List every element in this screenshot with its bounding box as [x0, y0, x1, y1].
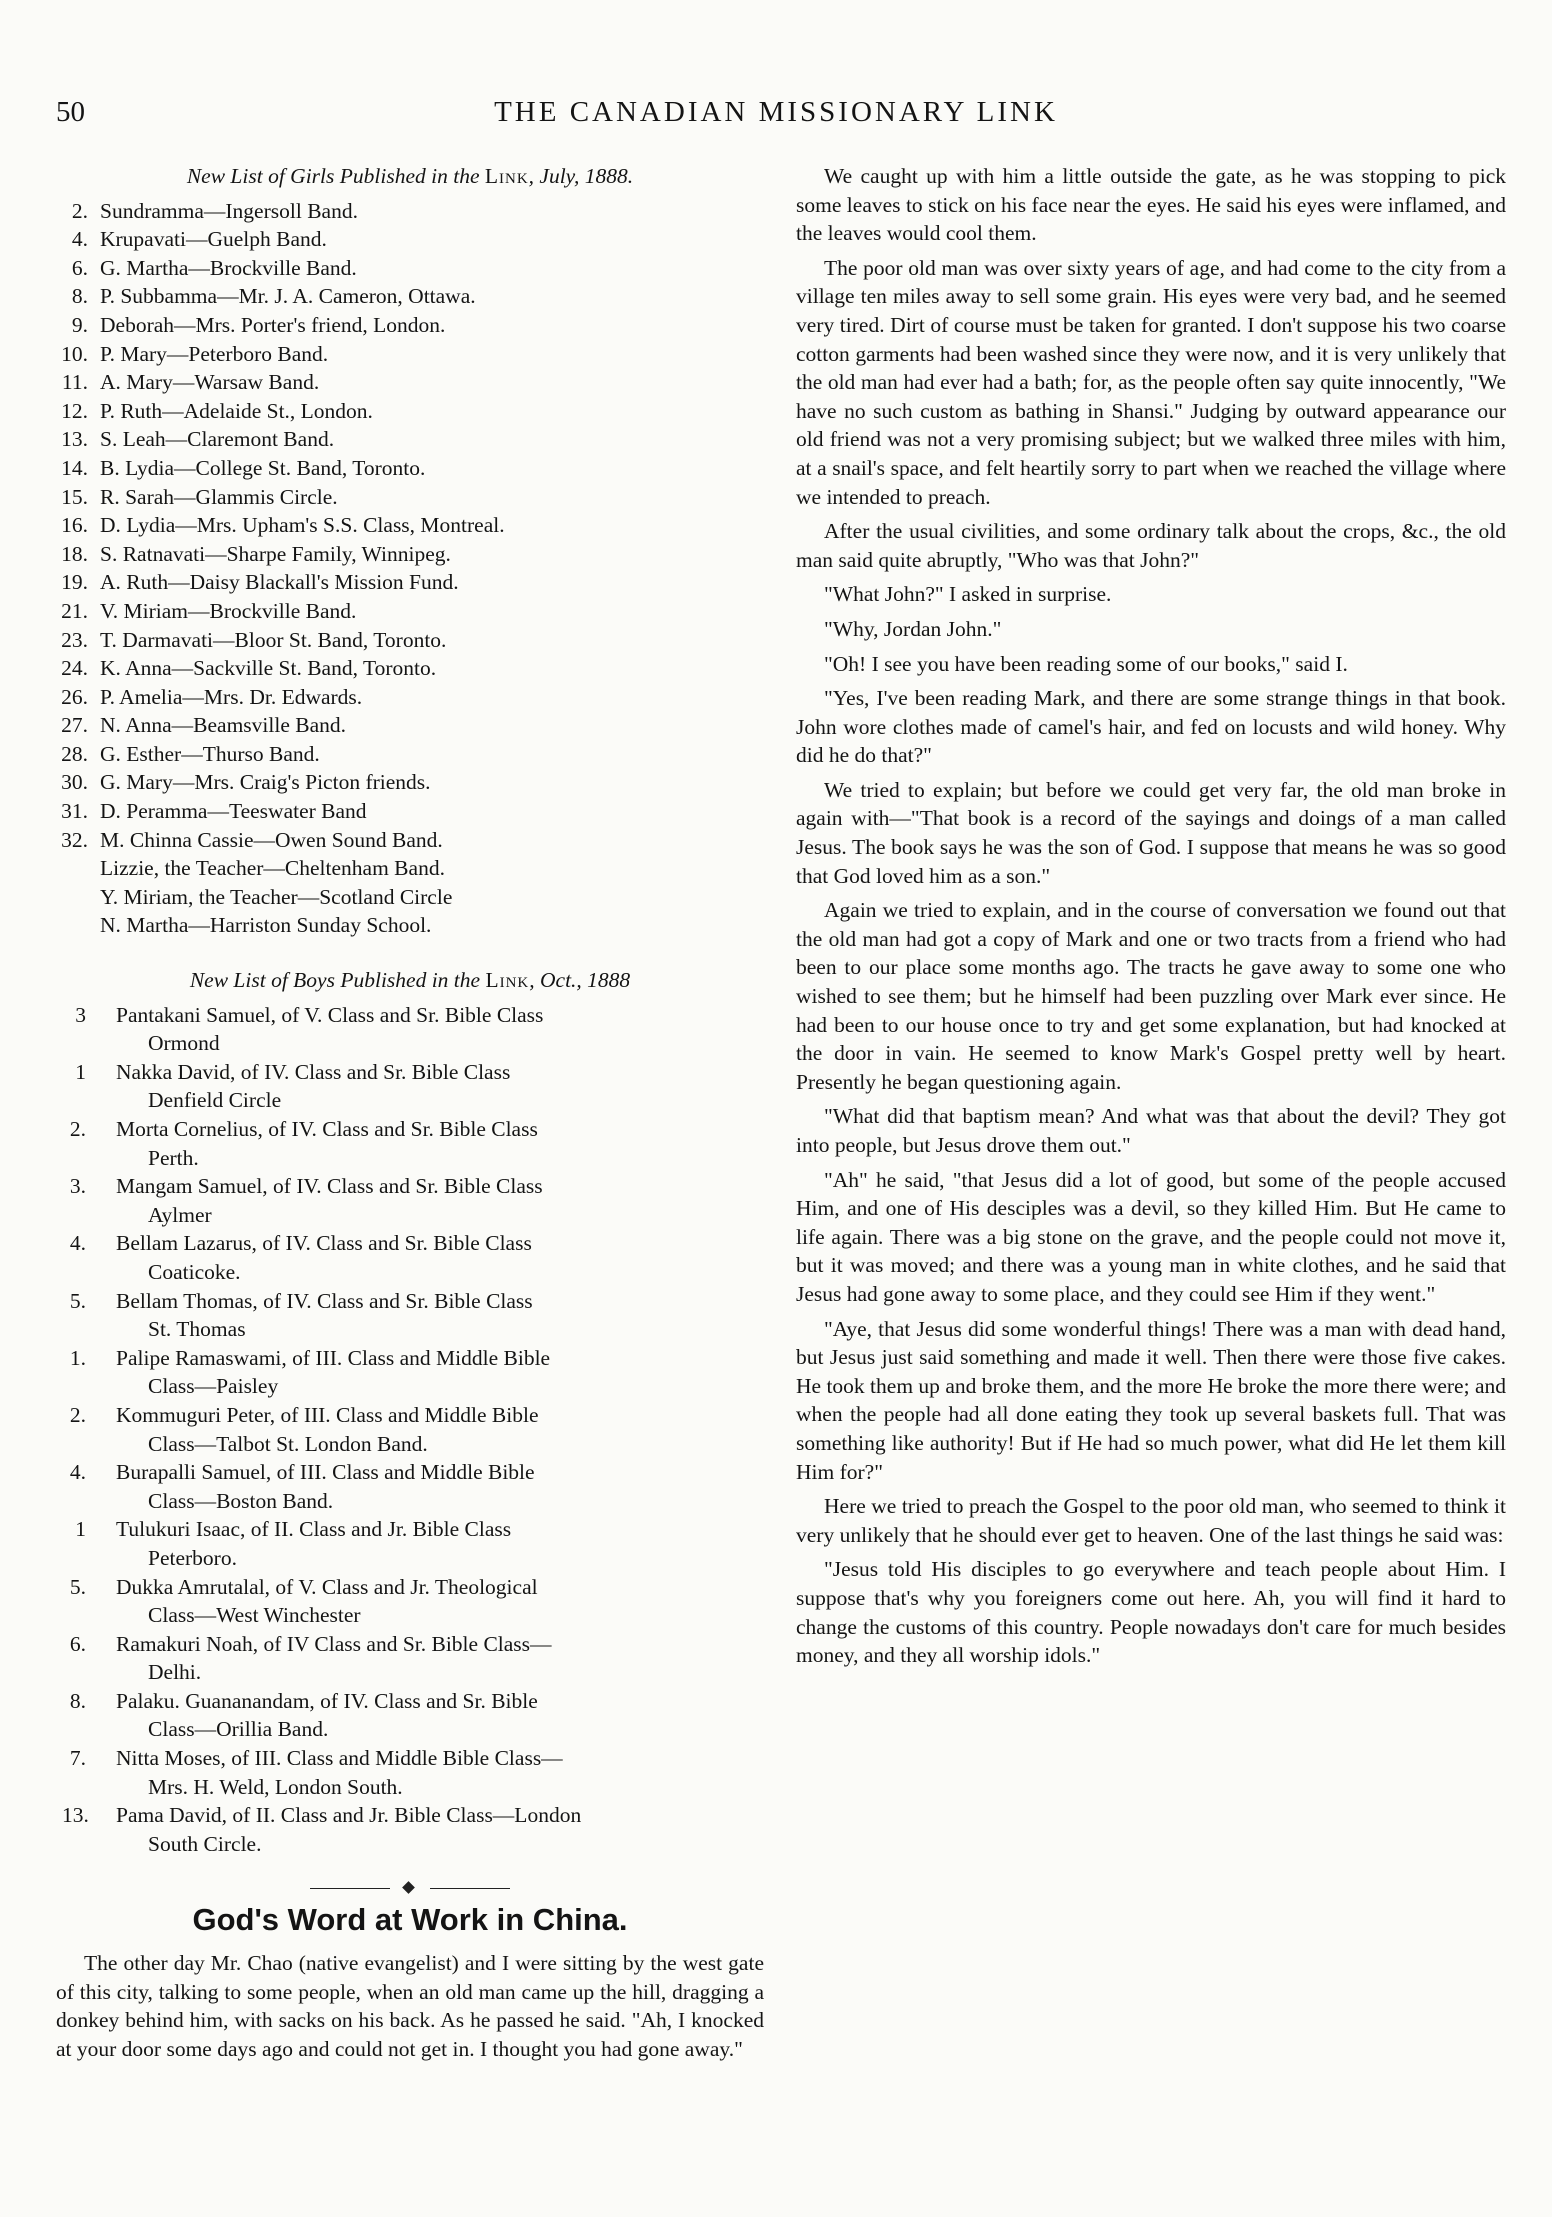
- item-text-continued: Class—Boston Band.: [148, 1488, 334, 1513]
- publication-title: THE CANADIAN MISSIONARY LINK: [494, 96, 1058, 128]
- boys-title-part: New List of Boys Published in the: [189, 968, 486, 993]
- boys-list-item: [56, 1687, 764, 1744]
- boys-list-item: [56, 1515, 764, 1572]
- item-text: N. Anna—Beamsville Band.: [100, 713, 347, 738]
- girls-title-part: New List of Girls Published in the: [186, 164, 485, 188]
- item-text-continued: Delhi.: [148, 1660, 202, 1685]
- item-number: 19.: [61, 570, 88, 595]
- item-number: 13.: [61, 427, 88, 452]
- item-text: P. Mary—Peterboro Band.: [100, 341, 329, 366]
- article-paragraph: "Aye, that Jesus did some wonderful things! There was a man with dead hand, but Jesus just said something and made it well. Then there were those five cakes. He took them up and broke them, and the more He broke the more there were; and when the people had all done eating they took up several baskets full. That was something like authority! But if He had so much power, what did He let them kill Him for?": [796, 1316, 1506, 1484]
- boys-list-item: [56, 1115, 764, 1172]
- item-text: Mangam Samuel, of IV. Class and Sr. Bible Class: [116, 1174, 543, 1199]
- item-number: 4.: [71, 227, 88, 252]
- item-text: M. Chinna Cassie—Owen Sound Band.: [100, 827, 443, 852]
- item-text-continued: Class—Orillia Band.: [148, 1717, 329, 1742]
- girls-list-item: [56, 626, 764, 655]
- item-number: 1.: [69, 1345, 86, 1370]
- item-number: 30.: [61, 770, 88, 795]
- section-divider: [310, 1882, 510, 1894]
- item-text: Lizzie, the Teacher—Cheltenham Band.: [100, 856, 445, 881]
- girls-list-item: [56, 225, 764, 254]
- boys-list: [56, 1001, 764, 1859]
- item-number: 7.: [69, 1746, 86, 1771]
- item-number: 13.: [62, 1803, 89, 1828]
- item-text: P. Amelia—Mrs. Dr. Edwards.: [100, 684, 363, 709]
- girls-list-item: [56, 483, 764, 512]
- item-text: Tulukuri Isaac, of II. Class and Jr. Bible Class: [116, 1517, 512, 1542]
- item-number: 31.: [61, 799, 88, 824]
- item-number: 23.: [61, 627, 88, 652]
- girls-list-item: [56, 654, 764, 683]
- boys-list-item: [56, 1058, 764, 1115]
- item-text-continued: South Circle.: [148, 1831, 262, 1856]
- item-number: 6.: [71, 255, 88, 280]
- article-paragraph: "Oh! I see you have been reading some of our books," said I.: [824, 651, 1348, 676]
- item-text: S. Ratnavati—Sharpe Family, Winnipeg.: [100, 541, 451, 566]
- boys-list-item: [56, 1630, 764, 1687]
- girls-list: [56, 197, 764, 940]
- boys-list-item: [56, 1401, 764, 1458]
- item-number: 15.: [61, 484, 88, 509]
- girls-list-item: [56, 597, 764, 626]
- item-text: G. Mary—Mrs. Craig's Picton friends.: [100, 770, 431, 795]
- item-text: G. Martha—Brockville Band.: [100, 255, 357, 280]
- item-number: 2.: [69, 1402, 86, 1427]
- girls-list-item: [56, 254, 764, 283]
- divider-rule: [310, 1888, 390, 1889]
- item-text: Burapalli Samuel, of III. Class and Middle Bible: [116, 1460, 535, 1485]
- item-text: Morta Cornelius, of IV. Class and Sr. Bible Class: [116, 1117, 538, 1141]
- girls-list-item: [56, 683, 764, 712]
- girls-list-item: [56, 711, 764, 740]
- item-text: R. Sarah—Glammis Circle.: [100, 484, 338, 509]
- item-text: S. Leah—Claremont Band.: [100, 427, 335, 452]
- item-number: 9.: [71, 312, 88, 337]
- girls-list-item: [56, 282, 764, 311]
- divider-rule: [430, 1888, 510, 1889]
- item-text-continued: Coaticoke.: [148, 1259, 241, 1284]
- item-text-continued: Class—Talbot St. London Band.: [148, 1431, 428, 1456]
- item-number: [56, 883, 88, 912]
- article-paragraph: After the usual civilities, and some ordinary talk about the crops, &c., the old man said quite abruptly, "Who was that John?": [796, 519, 1506, 572]
- item-number: 3: [75, 1002, 86, 1027]
- girls-list-item: [56, 454, 764, 483]
- item-text: Palipe Ramaswami, of III. Class and Middle Bible: [116, 1345, 551, 1370]
- girls-list-item: [56, 397, 764, 426]
- divider-ornament: [402, 1882, 415, 1895]
- item-number: 28.: [61, 741, 88, 766]
- boys-list-item: [56, 1001, 764, 1058]
- article-body-left: [56, 1949, 764, 2063]
- article-paragraph: "Why, Jordan John.": [824, 616, 1002, 641]
- boys-list-item: [56, 1801, 764, 1858]
- item-text-continued: St. Thomas: [148, 1317, 246, 1342]
- boys-list-item: [56, 1344, 764, 1401]
- item-text: Deborah—Mrs. Porter's friend, London.: [100, 312, 446, 337]
- item-number: 2.: [69, 1117, 86, 1141]
- girls-list-item: [56, 340, 764, 369]
- girls-list-item: [56, 740, 764, 769]
- girls-list-item: [56, 311, 764, 340]
- item-text: P. Ruth—Adelaide St., London.: [100, 398, 373, 423]
- article-paragraph: Again we tried to explain, and in the course of conversation we found out that the old man had got a copy of Mark and one or two tracts from a friend who had been to our place some months ago. The tracts he gave away to some one who wished to see them; but he himself had been puzzling over Mark ever since. He had been to our house once to try and get some explanation, but had knocked at the door in vain. He seemed to know Mark's Gospel pretty well by heart. Presently he began questioning again.: [796, 898, 1506, 1094]
- girls-list-item: [56, 540, 764, 569]
- item-number: 5.: [69, 1574, 86, 1599]
- item-number: 32.: [61, 827, 88, 852]
- item-number: 2.: [71, 198, 88, 223]
- right-column: [796, 162, 1506, 1676]
- article-paragraph: "What John?" I asked in surprise.: [824, 582, 1112, 607]
- item-text: Sundramma—Ingersoll Band.: [100, 198, 358, 223]
- girls-list-item: [56, 883, 764, 912]
- boys-list-item: [56, 1287, 764, 1344]
- girls-list-item: [56, 425, 764, 454]
- item-text: N. Martha—Harriston Sunday School.: [100, 913, 432, 938]
- girls-list-item: [56, 197, 764, 226]
- article-paragraph: The other day Mr. Chao (native evangelist) and I were sitting by the west gate of this city, talking to some people, when an old man came up the hill, dragging a donkey behind him, with sacks on his back. As he passed he said. "Ah, I knocked at your door some days ago and could not get in. I thought you had gone away.": [56, 1951, 764, 2061]
- item-number: 1: [75, 1059, 86, 1084]
- article-paragraph: "Ah" he said, "that Jesus did a lot of good, but some of the people accused Him, and one of His desciples was a devil, so they killed Him. But He came to life again. There was a big stone on the grave, and the people could not move it, but it was moved; and there was a young man in white clothes, and he said that Jesus had gone away to some place, and they could see Him if they went.": [796, 1167, 1506, 1306]
- boys-list-item: [56, 1458, 764, 1515]
- article-paragraph: We caught up with him a little outside the gate, as he was stopping to pick some leaves to stick on his face near the eyes. He said his eyes were inflamed, and the leaves would cool them.: [796, 164, 1506, 246]
- boys-title-link: Link: [485, 968, 530, 993]
- item-number: 5.: [69, 1288, 86, 1313]
- item-text-continued: Denfield Circle: [148, 1088, 282, 1113]
- item-number: 8.: [69, 1688, 86, 1713]
- boys-list-item: [56, 1744, 764, 1801]
- left-column: [56, 162, 764, 2069]
- item-number: 8.: [71, 284, 88, 309]
- item-text: V. Miriam—Brockville Band.: [100, 598, 357, 623]
- item-text: A. Ruth—Daisy Blackall's Mission Fund.: [100, 570, 459, 595]
- item-text: Nitta Moses, of III. Class and Middle Bible Class—: [116, 1746, 563, 1771]
- article-paragraph: We tried to explain; but before we could get very far, the old man broke in again with—"That book is a record of the sayings and doings of a man called Jesus. The book says he was the son of God. I suppose that means he was so good that God loved him as a son.": [796, 777, 1506, 888]
- boys-list-item: [56, 1229, 764, 1286]
- item-text: K. Anna—Sackville St. Band, Toronto.: [100, 656, 437, 681]
- item-number: [56, 854, 88, 883]
- article-paragraph: Here we tried to preach the Gospel to the poor old man, who seemed to think it very unlikely that he should ever get to heaven. One of the last things he said was:: [796, 1494, 1506, 1547]
- girls-list-item: [56, 911, 764, 940]
- item-number: 4.: [69, 1460, 86, 1485]
- boys-list-item: [56, 1573, 764, 1630]
- girls-title-date: , July, 1888.: [528, 164, 634, 188]
- boys-list-item: [56, 1172, 764, 1229]
- item-text: Kommuguri Peter, of III. Class and Middle Bible: [116, 1402, 539, 1427]
- article-paragraph: The poor old man was over sixty years of age, and had come to the city from a village ten miles away to sell some grain. His eyes were very bad, and he seemed very tired. Dirt of course must be taken for granted. I don't suppose his two coarse cotton garments had been washed since they were now, and it is very unlikely that the old man had ever had a bath; for, as the people often say quite innocently, "We have no such custom as bathing in Shansi." Judging by outward appearance our old friend was not a very promising subject; but we walked three miles with him, at a snail's space, and felt heartily sorry to part when we reached the village where we intended to preach.: [796, 255, 1506, 509]
- item-number: 6.: [69, 1631, 86, 1656]
- item-text-continued: Ormond: [148, 1031, 220, 1056]
- item-text: Pama David, of II. Class and Jr. Bible Class—London: [116, 1803, 582, 1828]
- item-text: Bellam Thomas, of IV. Class and Sr. Bible Class: [116, 1288, 533, 1313]
- item-number: 11.: [61, 370, 88, 395]
- girls-list-item: [56, 826, 764, 855]
- item-text: Pantakani Samuel, of V. Class and Sr. Bible Class: [116, 1002, 544, 1027]
- girls-list-item: [56, 768, 764, 797]
- item-number: 10.: [61, 341, 88, 366]
- item-number: 14.: [61, 455, 88, 480]
- item-text: Bellam Lazarus, of IV. Class and Sr. Bible Class: [116, 1231, 532, 1256]
- item-text: G. Esther—Thurso Band.: [100, 741, 320, 766]
- item-number: 24.: [61, 656, 88, 681]
- article-title: God's Word at Work in China.: [192, 1902, 628, 1938]
- item-text: Y. Miriam, the Teacher—Scotland Circle: [100, 884, 453, 909]
- item-number: [56, 911, 88, 940]
- article-paragraph: "Jesus told His disciples to go everywhere and teach people about Him. I suppose that's why you foreigners come out here. Ah, you will find it hard to change the customs of this country. People nowadays don't care for much besides money, and they all worship idols.": [796, 1557, 1506, 1668]
- item-text: P. Subbamma—Mr. J. A. Cameron, Ottawa.: [100, 284, 476, 309]
- item-text-continued: Peterboro.: [148, 1545, 237, 1570]
- item-number: 18.: [61, 541, 88, 566]
- item-text: B. Lydia—College St. Band, Toronto.: [100, 455, 426, 480]
- item-number: 27.: [61, 713, 88, 738]
- girls-list-item: [56, 797, 764, 826]
- item-text: D. Lydia—Mrs. Upham's S.S. Class, Montreal.: [100, 513, 505, 538]
- item-text: Krupavati—Guelph Band.: [100, 227, 327, 252]
- item-text: Dukka Amrutalal, of V. Class and Jr. Theological: [116, 1574, 538, 1599]
- item-number: 12.: [61, 398, 88, 423]
- item-text: D. Peramma—Teeswater Band: [100, 799, 367, 824]
- item-text: Palaku. Guananandam, of IV. Class and Sr. Bible: [116, 1688, 538, 1713]
- item-text-continued: Class—Paisley: [148, 1374, 279, 1399]
- page-header: [0, 96, 1552, 138]
- item-number: 1: [75, 1517, 86, 1542]
- item-text: Nakka David, of IV. Class and Sr. Bible Class: [116, 1059, 511, 1084]
- girls-title-link: Link: [484, 164, 529, 188]
- article-paragraph: "Yes, I've been reading Mark, and there are some strange things in that book. John wore clothes made of camel's hair, and fed on locusts and wild honey. Why did he do that?": [796, 686, 1506, 768]
- item-number: 4.: [69, 1231, 86, 1256]
- girls-list-item: [56, 511, 764, 540]
- item-number: 26.: [61, 684, 88, 709]
- item-text: A. Mary—Warsaw Band.: [100, 370, 320, 395]
- girls-list-item: [56, 368, 764, 397]
- item-text: Ramakuri Noah, of IV Class and Sr. Bible Class—: [116, 1631, 552, 1656]
- item-text-continued: Class—West Winchester: [148, 1603, 361, 1628]
- girls-list-item: [56, 568, 764, 597]
- article-body-right: [796, 162, 1506, 1670]
- boys-list-title: [56, 966, 764, 995]
- item-text: T. Darmavati—Bloor St. Band, Toronto.: [100, 627, 447, 652]
- item-text-continued: Aylmer: [148, 1202, 212, 1227]
- page-number: 50: [56, 96, 85, 128]
- item-number: 16.: [61, 513, 88, 538]
- item-number: 21.: [61, 598, 88, 623]
- item-text-continued: Perth.: [148, 1145, 199, 1170]
- item-text-continued: Mrs. H. Weld, London South.: [148, 1774, 403, 1799]
- item-number: 3.: [69, 1174, 86, 1199]
- girls-list-title: [56, 162, 764, 191]
- girls-list-item: [56, 854, 764, 883]
- boys-title-date: , Oct., 1888: [529, 968, 631, 993]
- article-paragraph: "What did that baptism mean? And what was that about the devil? They got into people, but Jesus drove them out.": [796, 1104, 1506, 1157]
